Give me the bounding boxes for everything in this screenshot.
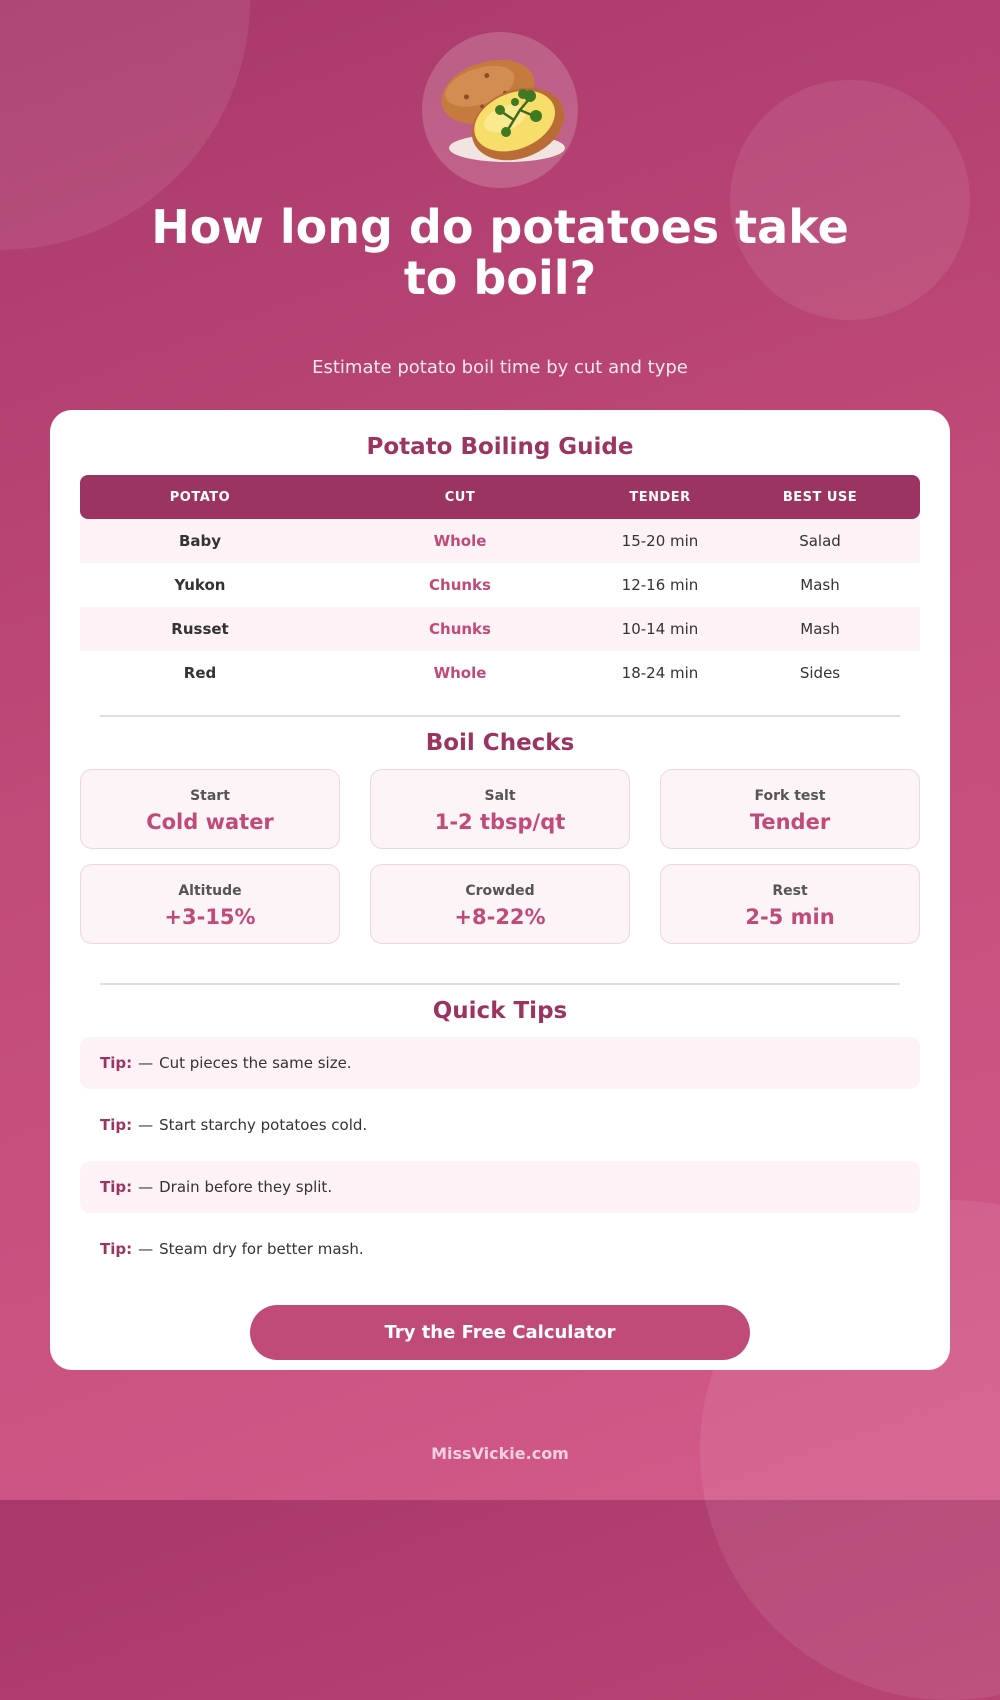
check-card-fork-test (660, 769, 920, 849)
column-header-potato: POTATO (169, 489, 231, 505)
table-row (80, 651, 920, 695)
check-value: +3-15% (164, 905, 256, 929)
tip-label: Tip: (100, 1116, 133, 1134)
potato-cell: Russet (171, 620, 229, 638)
check-label: Altitude (178, 883, 242, 899)
cut-cell: Chunks (429, 620, 491, 638)
table-row (80, 607, 920, 651)
tip-label: Tip: (100, 1240, 133, 1258)
page-title: How long do potatoes take to boil? (151, 200, 849, 305)
best-use-cell: Salad (799, 532, 841, 550)
potato-cell: Yukon (174, 576, 226, 594)
tip-text: Start starchy potatoes cold. (159, 1116, 368, 1134)
check-card-altitude (80, 864, 340, 944)
check-label: Salt (484, 788, 516, 804)
best-use-cell: Sides (799, 664, 841, 682)
potato-icon (422, 32, 578, 188)
tip-separator: — (138, 1178, 154, 1196)
column-header-best-use: BEST USE (782, 489, 858, 505)
checks-title: Boil Checks (425, 730, 575, 756)
content-card (50, 410, 950, 1370)
tip-item (80, 1161, 920, 1213)
tender-cell: 18-24 min (621, 664, 699, 682)
tip-text: Cut pieces the same size. (159, 1054, 352, 1072)
tip-item (80, 1099, 920, 1151)
check-label: Rest (772, 883, 808, 899)
check-card-crowded (370, 864, 630, 944)
table-row (80, 563, 920, 607)
page-subtitle: Estimate potato boil time by cut and type (312, 357, 688, 378)
check-value: +8-22% (454, 905, 546, 929)
best-use-cell: Mash (800, 620, 840, 638)
tender-cell: 12-16 min (621, 576, 699, 594)
cut-cell: Whole (433, 532, 487, 550)
tender-cell: 10-14 min (621, 620, 699, 638)
check-value: Cold water (146, 810, 274, 834)
check-value: Tender (749, 810, 831, 834)
check-value: 1-2 tbsp/qt (434, 810, 566, 834)
divider (100, 983, 900, 985)
check-label: Crowded (465, 883, 535, 899)
table-row (80, 519, 920, 563)
table-header (80, 475, 920, 519)
tip-separator: — (138, 1054, 154, 1072)
tip-text: Drain before they split. (159, 1178, 333, 1196)
cut-cell: Whole (433, 664, 487, 682)
tips-title: Quick Tips (432, 998, 568, 1024)
tip-item (80, 1223, 920, 1275)
check-label: Start (190, 788, 230, 804)
column-header-cut: CUT (444, 489, 476, 505)
column-header-tender: TENDER (629, 489, 691, 505)
tip-label: Tip: (100, 1054, 133, 1072)
tip-text: Steam dry for better mash. (159, 1240, 364, 1258)
check-card-salt (370, 769, 630, 849)
check-card-start (80, 769, 340, 849)
divider (100, 715, 900, 717)
tip-separator: — (138, 1116, 154, 1134)
check-value: 2-5 min (745, 905, 835, 929)
cut-cell: Chunks (429, 576, 491, 594)
try-calculator-button[interactable]: Try the Free Calculator (250, 1305, 750, 1360)
check-card-rest (660, 864, 920, 944)
potato-cell: Baby (178, 532, 222, 550)
tip-separator: — (138, 1240, 154, 1258)
tender-cell: 15-20 min (621, 532, 699, 550)
check-label: Fork test (754, 788, 826, 804)
tip-item (80, 1037, 920, 1089)
best-use-cell: Mash (800, 576, 840, 594)
potato-cell: Red (183, 664, 217, 682)
footer-brand: MissVickie.com (431, 1444, 569, 1463)
boiling-guide-table (80, 475, 920, 695)
guide-title: Potato Boiling Guide (366, 434, 634, 460)
tip-label: Tip: (100, 1178, 133, 1196)
